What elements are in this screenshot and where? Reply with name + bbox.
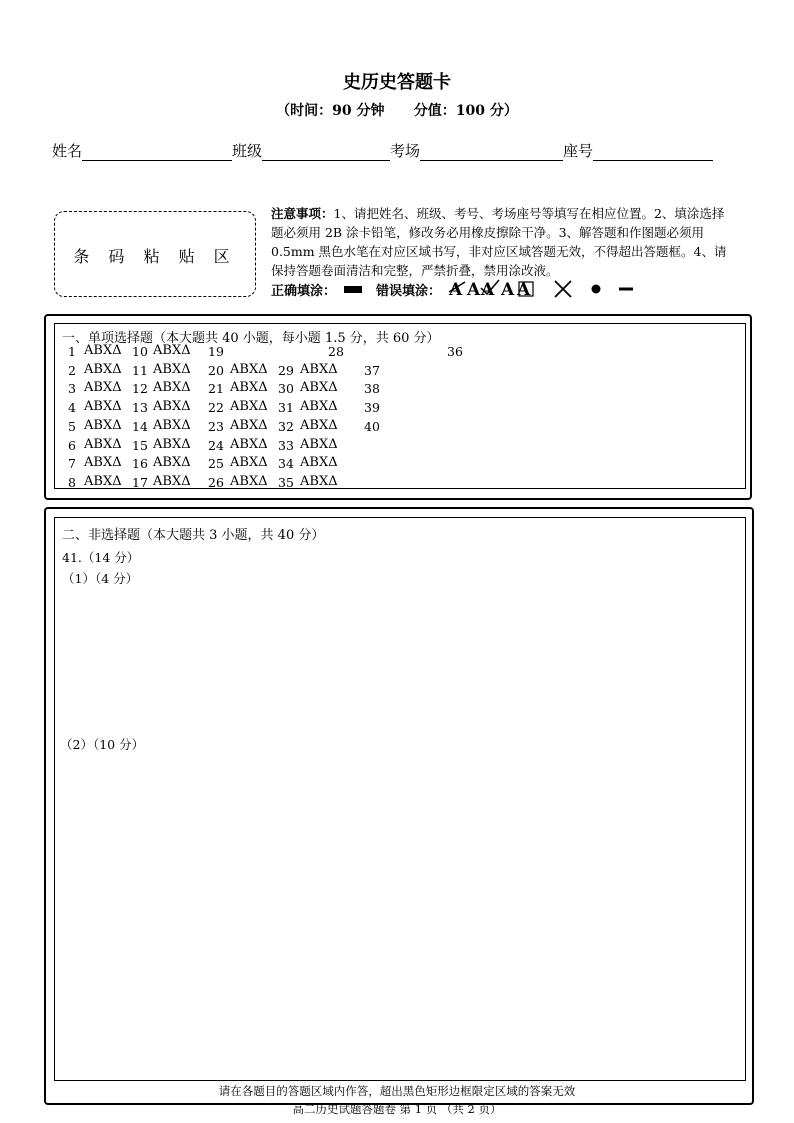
answer-options[interactable]: ABXΔ <box>84 473 122 489</box>
name-label: 姓名 <box>52 142 83 160</box>
seat-field[interactable] <box>593 144 713 161</box>
answer-options[interactable]: ABXΔ <box>84 417 122 433</box>
svg-text:A: A <box>481 280 495 300</box>
question-number: 2 <box>68 362 76 378</box>
question-number: 37 <box>364 362 380 378</box>
answer-options[interactable]: ABXΔ <box>230 399 268 415</box>
question-number: 40 <box>364 418 380 434</box>
question-number: 24 <box>208 437 224 453</box>
question-number: 31 <box>278 400 294 416</box>
svg-text:A: A <box>449 280 463 300</box>
q41-part1-label: （1）（4 分） <box>62 571 139 586</box>
answer-options[interactable]: ABXΔ <box>230 455 268 471</box>
answer-options[interactable]: ABXΔ <box>84 455 122 471</box>
question-number: 1 <box>68 344 76 359</box>
question-number: 29 <box>278 362 294 378</box>
question-number: 7 <box>68 456 76 472</box>
correct-fill-mark-icon <box>344 286 362 293</box>
answer-options[interactable]: ABXΔ <box>84 380 122 396</box>
question-number: 13 <box>132 400 148 416</box>
notice-block <box>271 204 733 280</box>
answer-options[interactable]: ABXΔ <box>300 361 338 377</box>
question-number: 26 <box>208 474 224 490</box>
question-number: 16 <box>132 456 148 472</box>
fill-examples <box>271 278 647 300</box>
answer-options[interactable]: ABXΔ <box>230 380 268 396</box>
question-number: 21 <box>208 381 224 397</box>
notice-heading: 注意事项： <box>271 206 334 221</box>
notice-text: 1、请把姓名、班级、考号、考场座号等填写在相应位置。2、填涂选择题必须用 2B 涂卡铅笔，修改务必用橡皮擦除干净。3、解答题和作图题必须用 0.5mm 黑色水笔在对应区域书写，非对应区域答题无效，不得超出答题框。4、请保持答题卷面清洁和完整，严禁折叠，禁用涂改液。 <box>271 206 727 278</box>
page-subtitle: （时间：90 分钟 分值：100 分） <box>276 103 518 119</box>
answer-options[interactable]: ABXΔ <box>230 473 268 489</box>
student-info-row <box>52 140 713 161</box>
question-number: 19 <box>208 344 224 359</box>
section1-title: 一、单项选择题（本大题共 40 小题，每小题 1.5 分，共 60 分） <box>62 331 440 346</box>
answer-options[interactable]: ABXΔ <box>230 417 268 433</box>
answer-options[interactable]: ABXΔ <box>84 399 122 415</box>
question-number: 36 <box>447 344 463 359</box>
question-number: 12 <box>132 381 148 397</box>
question-number: 34 <box>278 456 294 472</box>
question-number: 8 <box>68 474 76 490</box>
question-number: 39 <box>364 400 380 416</box>
answer-options[interactable]: ABXΔ <box>153 473 191 489</box>
question-number: 10 <box>132 344 148 359</box>
svg-text:A: A <box>517 280 531 300</box>
q41-label: 41.（14 分） <box>62 550 140 565</box>
question-number: 28 <box>328 344 344 359</box>
answer-options[interactable]: ABXΔ <box>300 380 338 396</box>
answer-options[interactable]: ABXΔ <box>153 436 191 452</box>
question-number: 17 <box>132 474 148 490</box>
question-number: 5 <box>68 418 76 434</box>
barcode-area <box>54 211 256 297</box>
question-number: 14 <box>132 418 148 434</box>
answer-options[interactable]: ABXΔ <box>84 361 122 377</box>
answer-options[interactable]: ABXΔ <box>230 436 268 452</box>
answer-options[interactable]: ABXΔ <box>84 343 122 358</box>
answer-options[interactable]: ABXΔ <box>153 417 191 433</box>
question-number: 4 <box>68 400 76 416</box>
correct-fill-label: 正确填涂： <box>271 283 337 299</box>
question-number: 20 <box>208 362 224 378</box>
answer-options[interactable]: ABXΔ <box>153 361 191 377</box>
room-field[interactable] <box>420 144 563 161</box>
question-number: 35 <box>278 474 294 490</box>
question-number: 33 <box>278 437 294 453</box>
answer-options[interactable]: ABXΔ <box>300 473 338 489</box>
answer-options[interactable]: ABXΔ <box>300 455 338 471</box>
name-field[interactable] <box>82 144 232 161</box>
section2-title: 二、非选择题（本大题共 3 小题，共 40 分） <box>62 528 325 543</box>
question-number: 32 <box>278 418 294 434</box>
answer-options[interactable]: ABXΔ <box>153 380 191 396</box>
q41-part1-answer-area[interactable] <box>60 590 740 730</box>
question-number: 11 <box>132 362 148 378</box>
question-number: 6 <box>68 437 76 453</box>
question-number: 25 <box>208 456 224 472</box>
question-number: 3 <box>68 381 76 397</box>
question-number: 30 <box>278 381 294 397</box>
answer-options[interactable]: ABXΔ <box>153 343 191 358</box>
barcode-label: 条 码 粘 贴 区 <box>73 247 237 266</box>
answer-options[interactable]: ABXΔ <box>153 399 191 415</box>
class-label: 班级 <box>232 142 263 160</box>
answer-options[interactable]: ABXΔ <box>153 455 191 471</box>
seat-label: 座号 <box>563 142 594 160</box>
answer-options[interactable]: ABXΔ <box>300 399 338 415</box>
q41-part2-label: （2）（10 分） <box>60 737 145 752</box>
wrong-fill-label: 错误填涂： <box>376 283 442 299</box>
question-number: 15 <box>132 437 148 453</box>
room-label: 考场 <box>390 142 421 160</box>
answer-options[interactable]: ABXΔ <box>300 436 338 452</box>
svg-text:A: A <box>467 280 481 300</box>
q41-part2-answer-area[interactable] <box>60 756 740 1074</box>
footer-note: 请在各题目的答题区域内作答，超出黑色矩形边框限定区域的答案无效 <box>218 1084 576 1098</box>
svg-text:A: A <box>501 280 515 300</box>
page-footer: 高二历史试题答题卷 第 1 页 （共 2 页） <box>292 1102 502 1116</box>
class-field[interactable] <box>262 144 390 161</box>
answer-options[interactable]: ABXΔ <box>230 361 268 377</box>
answer-options[interactable]: ABXΔ <box>84 436 122 452</box>
answer-options[interactable]: ABXΔ <box>300 417 338 433</box>
wrong-fill-marks-icon <box>447 278 647 300</box>
question-number: 22 <box>208 400 224 416</box>
page-title: 史历史答题卡 <box>343 72 451 93</box>
question-number: 23 <box>208 418 224 434</box>
question-number: 38 <box>364 381 380 397</box>
